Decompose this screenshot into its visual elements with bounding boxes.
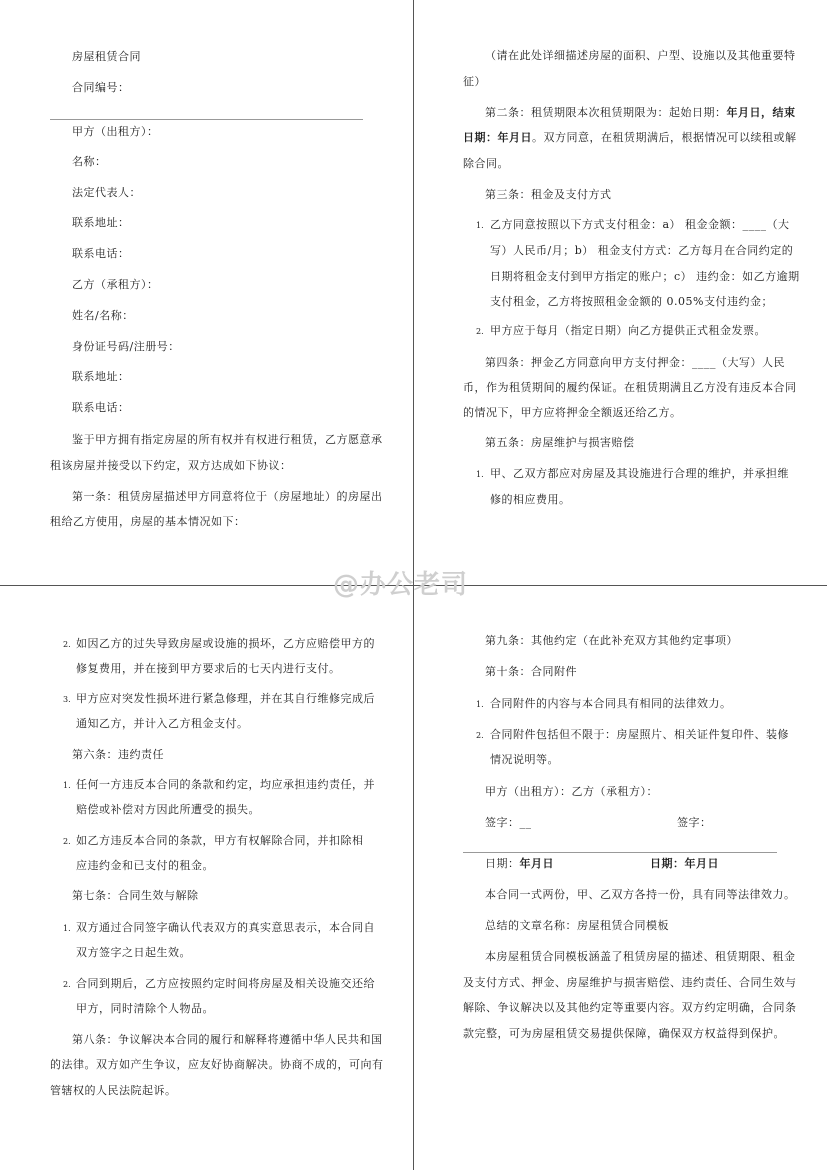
breach-clause-line-1: 任何一方违反本合同的条款和约定，均应承担违约责任，并 bbox=[76, 778, 375, 791]
list-number: 1. bbox=[63, 924, 71, 933]
party-a-phone: 联系电话： bbox=[72, 247, 130, 260]
termination-clause-line-2: 应违约金和已支付的租金。 bbox=[76, 859, 214, 872]
article-8-line-2: 的法律。双方如产生争议，应友好协商解决。协商不成的，可向有 bbox=[50, 1058, 384, 1071]
date-b: 日期：年月日 bbox=[650, 857, 719, 870]
intro-line-1: 鉴于甲方拥有指定房屋的所有权并有权进行租赁，乙方愿意承 bbox=[72, 433, 383, 446]
intro-line-2: 租该房屋并接受以下约定，双方达成如下协议： bbox=[50, 459, 292, 472]
article-4-line-2: 币，作为租赁期间的履约保证。在租赁期满且乙方没有违反本合同 bbox=[463, 381, 797, 394]
party-b-id: 身份证号码/注册号： bbox=[72, 340, 180, 353]
party-b-heading: 乙方（承租方）： bbox=[72, 278, 159, 291]
party-b-name: 姓名/名称： bbox=[72, 309, 134, 322]
article-2-line-3: 除合同。 bbox=[463, 157, 509, 170]
effect-clause-line-2: 双方签字之日起生效。 bbox=[76, 946, 191, 959]
article-9-heading: 第九条：其他约定（在此补充双方其他约定事项） bbox=[485, 634, 738, 647]
signature-b: 签字： bbox=[677, 816, 712, 829]
description-line-2: 征） bbox=[463, 75, 486, 88]
article-8-line-1: 第八条：争议解决本合同的履行和解释将遵循中华人民共和国 bbox=[72, 1033, 383, 1046]
damage-clause-line-1: 如因乙方的过失导致房屋或设施的损坏，乙方应赔偿甲方的 bbox=[76, 637, 375, 650]
article-4-line-1: 第四条：押金乙方同意向甲方支付押金：____（大写）人民 bbox=[485, 356, 785, 369]
list-number: 1. bbox=[63, 781, 71, 790]
article-8-line-3: 管辖权的人民法院起诉。 bbox=[50, 1084, 177, 1097]
list-number: 2. bbox=[476, 327, 484, 336]
effect-clause-line-1: 双方通过合同签字确认代表双方的真实意思表示，本合同自 bbox=[76, 921, 375, 934]
copies-statement: 本合同一式两份，甲、乙双方各持一份，具有同等法律效力。 bbox=[485, 888, 796, 901]
rent-clause-line-4: 支付租金，乙方将按照租金金额的 0.05%支付违约金； bbox=[490, 295, 773, 308]
attachment-clause-2-line-2: 情况说明等。 bbox=[490, 753, 559, 766]
list-number: 2. bbox=[63, 837, 71, 846]
article-2-line-1: 第二条：租赁期限本次租赁期限为：起始日期：年月日，结束 bbox=[485, 106, 796, 119]
header-rule bbox=[50, 119, 363, 120]
damage-clause-line-2: 修复费用，并在接到甲方要求后的七天内进行支付。 bbox=[76, 662, 341, 675]
list-number: 2. bbox=[63, 980, 71, 989]
repair-clause-line-2: 通知乙方，并计入乙方租金支付。 bbox=[76, 717, 249, 730]
rent-clause-line-1: 乙方同意按照以下方式支付租金：a） 租金金额：____（大 bbox=[490, 218, 790, 231]
summary-title: 总结的文章名称：房屋租赁合同模板 bbox=[485, 919, 669, 932]
repair-clause-line-1: 甲方应对突发性损坏进行紧急修理，并在其自行维修完成后 bbox=[76, 692, 375, 705]
list-number: 1. bbox=[476, 221, 484, 230]
termination-clause-line-1: 如乙方违反本合同的条款，甲方有权解除合同，并扣除相 bbox=[76, 834, 364, 847]
parties-line: 甲方（出租方）：乙方（承租方）： bbox=[485, 785, 658, 798]
signature-rule bbox=[463, 852, 777, 853]
party-a-address: 联系地址： bbox=[72, 216, 130, 229]
article-5-heading: 第五条：房屋维护与损害赔偿 bbox=[485, 436, 635, 449]
party-a-name: 名称： bbox=[72, 155, 107, 168]
list-number: 1. bbox=[476, 470, 484, 479]
return-clause-line-1: 合同到期后，乙方应按照约定时间将房屋及相关设施交还给 bbox=[76, 977, 375, 990]
signature-a: 签字：__ bbox=[485, 816, 532, 829]
party-a-heading: 甲方（出租方）： bbox=[72, 125, 159, 138]
article-1-line-1: 第一条：租赁房屋描述甲方同意将位于（房屋地址）的房屋出 bbox=[72, 490, 383, 503]
summary-line-4: 款完整，可为房屋租赁交易提供保障，确保双方权益得到保护。 bbox=[463, 1027, 785, 1040]
attachment-clause-2-line-1: 合同附件包括但不限于：房屋照片、相关证件复印件、装修 bbox=[490, 728, 789, 741]
rent-clause-line-2: 写）人民币/月；b） 租金支付方式：乙方每月在合同约定的 bbox=[490, 244, 794, 257]
list-number: 3. bbox=[63, 695, 71, 704]
summary-line-3: 解除、争议解决以及其他约定等重要内容。双方约定明确，合同条 bbox=[463, 1001, 797, 1014]
article-10-heading: 第十条：合同附件 bbox=[485, 665, 577, 678]
list-number: 2. bbox=[63, 640, 71, 649]
contract-title: 房屋租赁合同 bbox=[72, 50, 141, 63]
contract-number: 合同编号： bbox=[72, 81, 130, 94]
summary-line-2: 及支付方式、押金、房屋维护与损害赔偿、违约责任、合同生效与 bbox=[463, 976, 797, 989]
description-line-1: （请在此处详细描述房屋的面积、户型、设施以及其他重要特 bbox=[485, 49, 796, 62]
article-2-line-2: 日期：年月日。双方同意，在租赁期满后，根据情况可以续租或解 bbox=[463, 131, 797, 144]
invoice-clause: 甲方应于每月（指定日期）向乙方提供正式租金发票。 bbox=[490, 324, 766, 337]
list-number: 2. bbox=[476, 731, 484, 740]
maintenance-clause-line-1: 甲、乙双方都应对房屋及其设施进行合理的维护，并承担维 bbox=[490, 467, 789, 480]
article-7-heading: 第七条：合同生效与解除 bbox=[72, 889, 199, 902]
watermark: @办公老司 bbox=[333, 570, 469, 600]
article-4-line-3: 的情况下，甲方应将押金全额返还给乙方。 bbox=[463, 406, 682, 419]
breach-clause-line-2: 赔偿或补偿对方因此所遭受的损失。 bbox=[76, 803, 260, 816]
list-number: 1. bbox=[476, 700, 484, 709]
party-b-address: 联系地址： bbox=[72, 370, 130, 383]
rent-clause-line-3: 日期将租金支付到甲方指定的账户；c） 违约金：如乙方逾期 bbox=[490, 270, 800, 283]
summary-line-1: 本房屋租赁合同模板涵盖了租赁房屋的描述、租赁期限、租金 bbox=[485, 950, 796, 963]
attachment-clause-1: 合同附件的内容与本合同具有相同的法律效力。 bbox=[490, 697, 732, 710]
date-a: 日期：年月日 bbox=[485, 857, 554, 870]
party-a-legal-rep: 法定代表人： bbox=[72, 186, 141, 199]
return-clause-line-2: 甲方，同时清除个人物品。 bbox=[76, 1002, 214, 1015]
article-3-heading: 第三条：租金及支付方式 bbox=[485, 188, 612, 201]
article-1-line-2: 租给乙方使用，房屋的基本情况如下： bbox=[50, 515, 246, 528]
article-6-heading: 第六条：违约责任 bbox=[72, 748, 164, 761]
maintenance-clause-line-2: 修的相应费用。 bbox=[490, 493, 571, 506]
party-b-phone: 联系电话： bbox=[72, 401, 130, 414]
